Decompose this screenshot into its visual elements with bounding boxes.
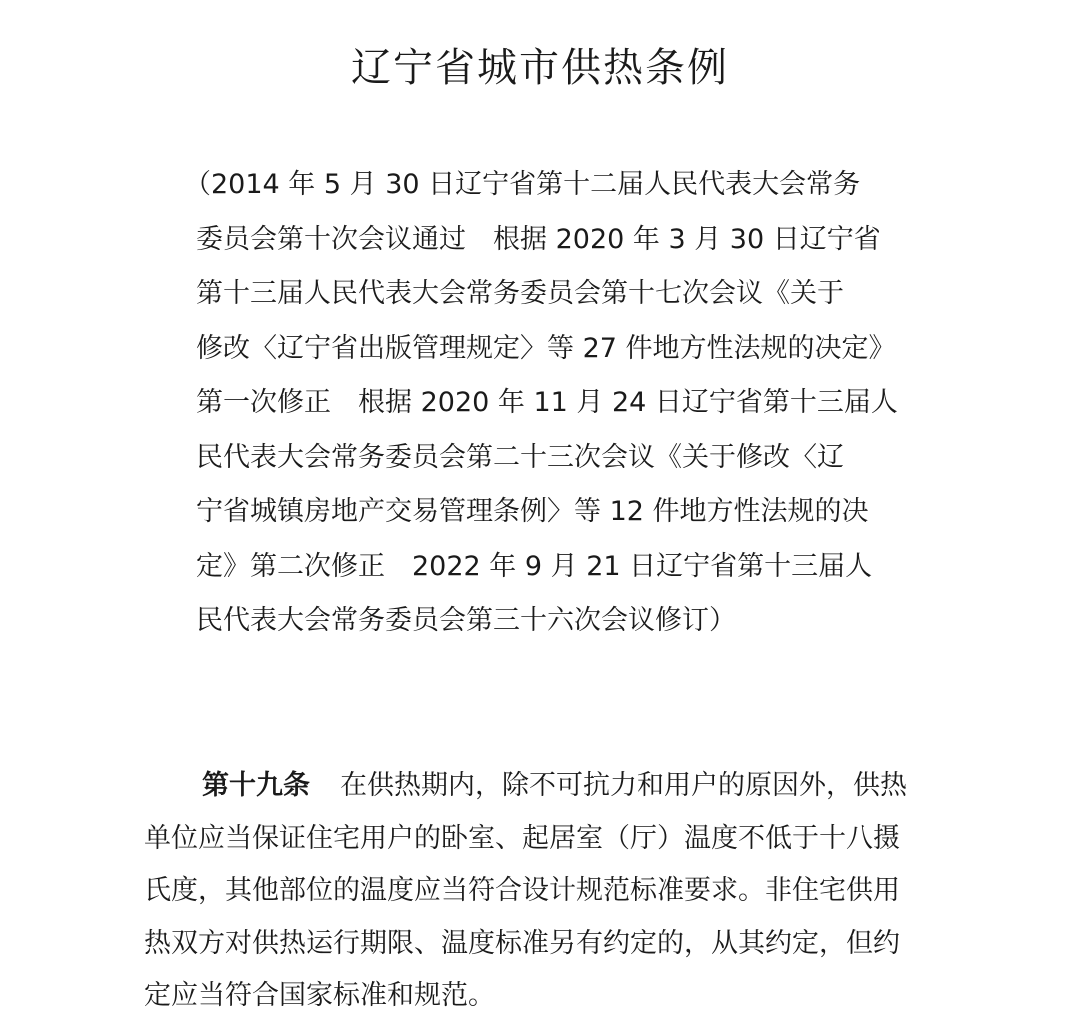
article-line: 热双方对供热运行期限、温度标准另有约定的，从其约定，但约 bbox=[144, 927, 900, 959]
article-line: 定应当符合国家标准和规范。 bbox=[144, 980, 495, 1011]
preamble-line: 第一次修正 根据 2020 年 11 月 24 日辽宁省第十三届人 bbox=[196, 387, 898, 418]
article-19 bbox=[144, 760, 954, 1023]
document-title: 辽宁省城市供热条例 bbox=[351, 45, 729, 91]
preamble-line: 第十三届人民代表大会常务委员会第十七次会议《关于 bbox=[196, 278, 844, 309]
article-line: 氏度，其他部位的温度应当符合设计规范标准要求。非住宅供用 bbox=[144, 875, 900, 906]
article-text: 在供热期内，除不可抗力和用户的原因外，供热 bbox=[340, 770, 907, 801]
preamble-line: 委员会第十次会议通过 根据 2020 年 3 月 30 日辽宁省 bbox=[196, 223, 881, 255]
preamble-line: 民代表大会常务委员会第二十三次会议《关于修改〈辽 bbox=[196, 441, 844, 473]
preamble-line: 修改〈辽宁省出版管理规定〉等 27 件地方性法规的决定》 bbox=[196, 332, 896, 364]
preamble-line: （2014 年 5 月 30 日辽宁省第十二届人民代表大会常务 bbox=[184, 169, 861, 200]
legislative-history-note bbox=[184, 158, 898, 649]
article-line: 单位应当保证住宅用户的卧室、起居室（厅）温度不低于十八摄 bbox=[144, 822, 900, 854]
article-number: 第十九条 bbox=[202, 770, 310, 801]
preamble-line: 宁省城镇房地产交易管理条例〉等 12 件地方性法规的决 bbox=[196, 496, 869, 527]
preamble-line: 定》第二次修正 2022 年 9 月 21 日辽宁省第十三届人 bbox=[196, 550, 873, 582]
preamble-line: 民代表大会常务委员会第三十六次会议修订） bbox=[196, 605, 736, 636]
article-first-line bbox=[144, 760, 954, 813]
